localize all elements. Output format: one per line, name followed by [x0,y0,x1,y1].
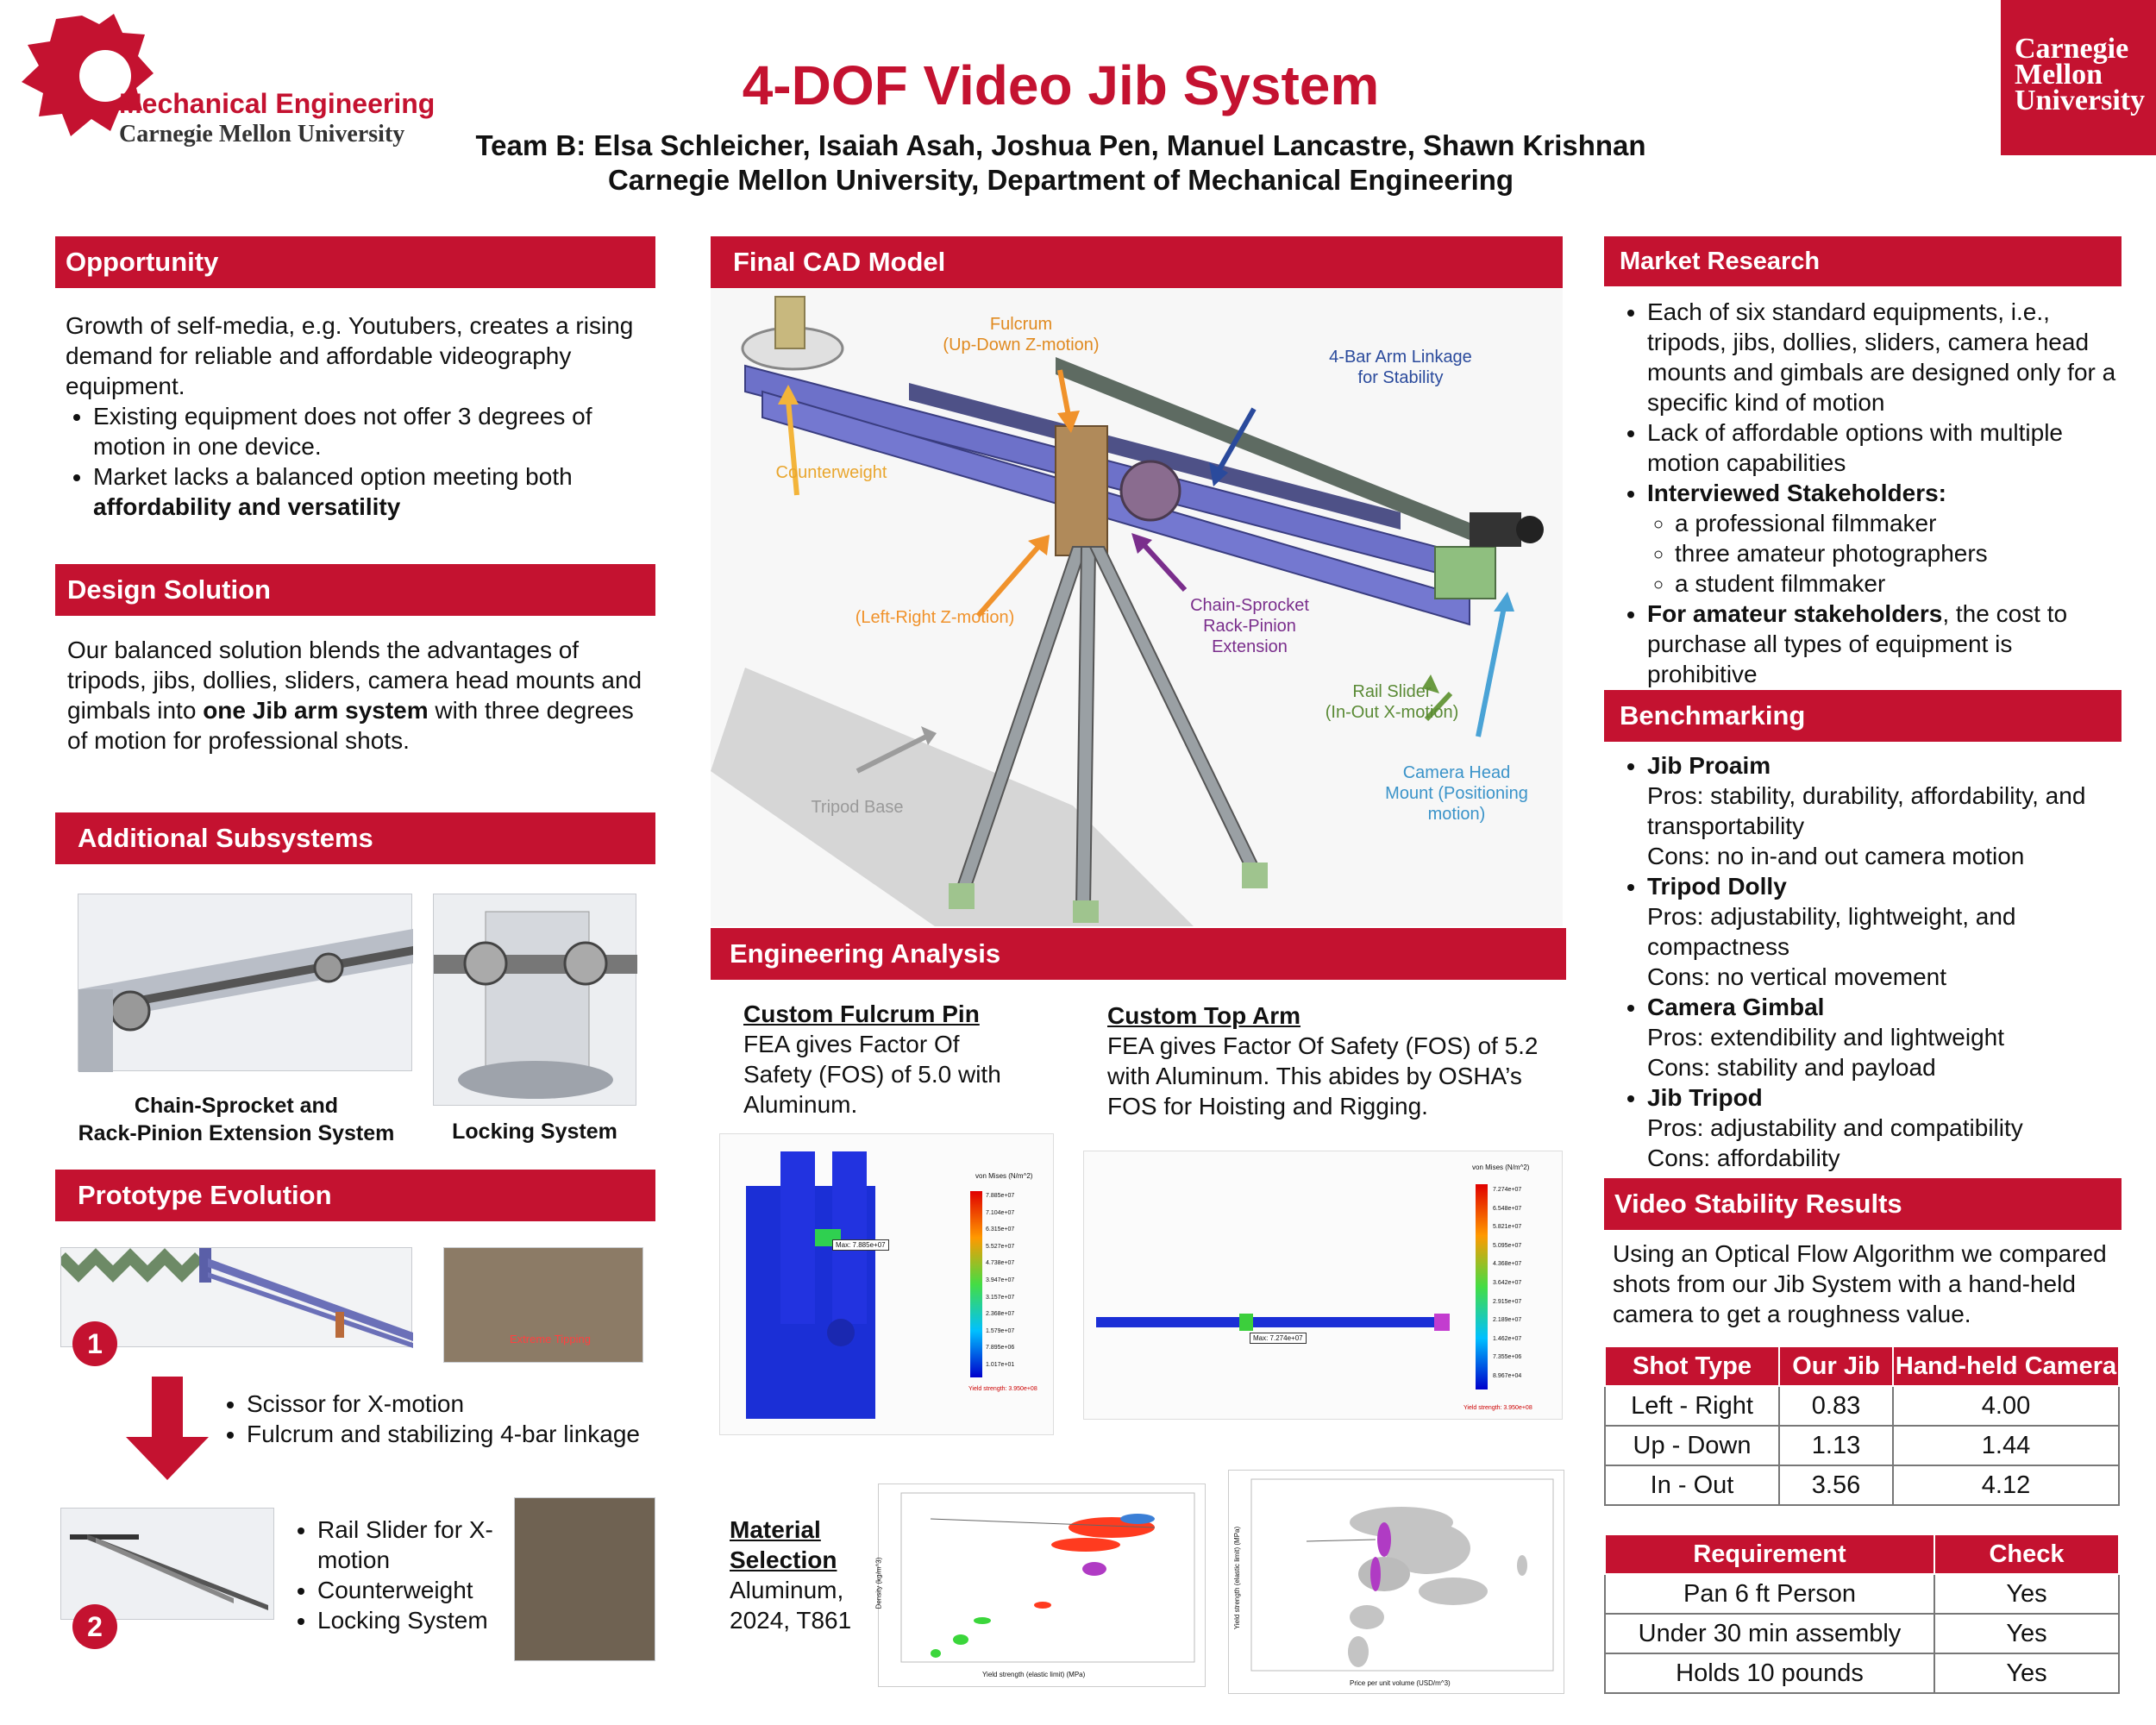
benchmark-item-2: • Tripod Dolly Pros: adjustability, lightweight, and compactness Cons: no vertical movement [1647,871,2120,992]
step-2-badge: 2 [72,1604,117,1649]
stakeholder-2: ◦ three amateur photographers [1675,538,2120,568]
ashby1-ylabel: Density (kg/m^3) [874,1557,883,1609]
prototype-2-cad-image [60,1508,274,1620]
analysis-heading: Engineering Analysis [711,928,1566,980]
logo-left-line2: Carnegie Mellon University [119,121,405,147]
fulcrum-pin-title: Custom Fulcrum Pin [743,1000,980,1027]
market-bullet-4: • For amateur stakeholders, the cost to purchase all types of equipment is prohibitive [1647,599,2120,689]
fea1-legend: 7.885e+07 7.104e+07 6.315e+07 5.527e+07 4.738e+07 3.947e+07 3.157e+07 2.368e+07 1.579e+07 7.895e+06 1.017e+01 [986,1193,1015,1368]
fea1-legend-title: von Mises (N/m^2) [975,1172,1033,1180]
locking-system-image [433,894,636,1106]
design-heading: Design Solution [55,564,655,616]
left-right-label: (Left-Right Z-motion) [855,608,1015,627]
stakeholder-3: ◦ a student filmmaker [1675,568,2120,599]
tripod-base-label: Tripod Base [811,798,904,817]
opportunity-intro: Growth of self-media, e.g. Youtubers, creates a rising demand for reliable and affordable videography equipment. [66,312,634,399]
prototype-1-bullet-1: • Scissor for X-motion [247,1389,659,1419]
me-logo [9,9,436,147]
extreme-tipping-label: Extreme Tipping [510,1333,591,1346]
benchmark-text [1620,750,2120,1173]
stability-header-jib: Our Jib [1779,1346,1893,1386]
check-header: Check [1934,1534,2119,1574]
wordmark-line2: Mellon [2015,59,2103,91]
wordmark-line3: University [2015,85,2146,116]
table-row: In - Out 3.56 4.12 [1605,1465,2119,1505]
fea2-legend: 7.274e+07 6.548e+07 5.821e+07 5.095e+07 4.368e+07 3.642e+07 2.915e+07 2.189e+07 1.462e+07 7.355e+06 8.967e+04 [1493,1187,1522,1379]
subsystem-caption-1: Chain-Sprocket and Rack-Pinion Extension System [78,1094,395,1145]
requirements-table [1604,1534,2120,1694]
page-title: 4-DOF Video Jib System [742,54,1380,116]
top-arm-body: FEA gives Factor Of Safety (FOS) of 5.2 with Aluminum. This abides by OSHA’s FOS for Hoisting and Rigging. [1107,1032,1539,1120]
ashby1-xlabel: Yield strength (elastic limit) (MPa) [982,1671,1086,1678]
material-title-2: Selection [730,1546,837,1573]
fea2-max-label: Max: 7.274e+07 [1250,1333,1307,1344]
subsystems-heading: Additional Subsystems [55,812,655,864]
logo-left-line1: Mechanical Engineering [119,88,436,119]
stability-heading: Video Stability Results [1604,1178,2122,1230]
prototype-2-bullet-1: • Rail Slider for X-motion [317,1515,497,1575]
table-row: Under 30 min assembly Yes [1605,1614,2119,1653]
opportunity-bullet-2: • Market lacks a balanced option meeting both affordability and versatility [93,461,652,522]
table-row: Up - Down 1.13 1.44 [1605,1426,2119,1465]
fea1-max-label: Max: 7.885e+07 [832,1239,889,1251]
prototype-2-bullet-3: • Locking System [317,1605,497,1635]
top-arm-title: Custom Top Arm [1107,1002,1300,1029]
prototype-1-bullet-2: • Fulcrum and stabilizing 4-bar linkage [247,1419,659,1449]
fulcrum-label: Fulcrum (Up-Down Z-motion) [943,315,1100,354]
prototype-2-bullets [290,1515,497,1635]
market-bullet-2: • Lack of affordable options with multiple motion capabilities [1647,417,2120,478]
fulcrum-pin-body: FEA gives Factor Of Safety (FOS) of 5.0 with Aluminum. [743,1031,1001,1118]
material-selection-text [730,1515,868,1635]
cad-model-image [711,288,1563,926]
cad-heading: Final CAD Model [711,236,1563,288]
market-bullet-1: • Each of six standard equipments, i.e., tripods, jibs, dollies, sliders, camera head mounts and gimbals are designed only for a specific kind of motion [1647,297,2120,417]
table-row: Left - Right 0.83 4.00 [1605,1386,2119,1426]
team-line: Team B: Elsa Schleicher, Isaiah Asah, Joshua Pen, Manuel Lancastre, Shawn Krishnan [475,129,1646,161]
camera-head-label: Camera Head Mount (Positioning motion) [1385,763,1528,824]
ashby2-xlabel: Price per unit volume (USD/m^3) [1350,1679,1451,1687]
stakeholder-1: ◦ a professional filmmaker [1675,508,2120,538]
prototype-heading: Prototype Evolution [55,1170,655,1221]
cmu-wordmark [2001,0,2156,155]
table-row: Holds 10 pounds Yes [1605,1653,2119,1693]
material-title-1: Material [730,1516,821,1543]
fea2-yield: Yield strength: 3.950e+08 [1463,1405,1532,1411]
opportunity-heading: Opportunity [55,236,655,288]
down-arrow-icon [126,1377,209,1480]
prototype-2-photo [514,1497,655,1661]
table-row: Pan 6 ft Person Yes [1605,1574,2119,1614]
fea-top-arm [1083,1151,1563,1420]
stability-text: Using an Optical Flow Algorithm we compared shots from our Jib System with a hand-held camera to get a roughness value. [1613,1240,2107,1327]
material-body: Aluminum, 2024, T861 [730,1577,852,1634]
stability-header-shot: Shot Type [1605,1346,1779,1386]
step-1-badge: 1 [72,1321,117,1366]
four-bar-label: 4-Bar Arm Linkage for Stability [1329,348,1472,387]
opportunity-bullet-1: • Existing equipment does not offer 3 degrees of motion in one device. [93,401,652,461]
prototype-1-photo [443,1247,643,1363]
market-bullet-3: • Interviewed Stakeholders: ◦ a professional filmmaker ◦ three amateur photographers ◦ a student filmmaker [1647,478,2120,599]
ashby2-ylabel: Yield strength (elastic limit) (MPa) [1233,1526,1242,1630]
prototype-1-bullets [219,1389,659,1449]
benchmark-item-3: • Camera Gimbal Pros: extendibility and lightweight Cons: stability and payload [1647,992,2120,1082]
fea-fulcrum-pin [719,1133,1054,1435]
fea1-yield: Yield strength: 3.950e+08 [968,1386,1037,1392]
chain-sprocket-label: Chain-Sprocket Rack-Pinion Extension [1190,596,1309,656]
chain-sprocket-image [78,894,412,1071]
market-heading: Market Research [1604,236,2122,286]
top-arm-text [1107,1000,1556,1121]
subsystem-caption-2: Locking System [452,1120,617,1144]
benchmark-item-1: • Jib Proaim Pros: stability, durability, affordability, and transportability Cons: no in-and out camera motion [1647,750,2120,871]
rail-slider-label: Rail Slider (In-Out X-motion) [1325,682,1459,722]
fea2-legend-title: von Mises (N/m^2) [1472,1164,1530,1171]
counterweight-label: Counterweight [775,463,887,482]
market-text [1620,297,2120,689]
fulcrum-pin-text [743,999,1019,1120]
benchmark-item-4: • Jib Tripod Pros: adjustability and compatibility Cons: affordability [1647,1082,2120,1173]
stability-header-hand: Hand-held Camera [1893,1346,2119,1386]
ashby-chart-price [1228,1470,1564,1694]
requirement-header: Requirement [1605,1534,1934,1574]
design-text: Our balanced solution blends the advantages of tripods, jibs, dollies, sliders, camera head mounts and gimbals into one Jib arm system with three degrees of motion for professional shots. [67,637,642,754]
stability-table [1604,1346,2120,1506]
affiliation-line: Carnegie Mellon University, Department of Mechanical Engineering [607,164,1514,196]
prototype-2-bullet-2: • Counterweight [317,1575,497,1605]
benchmark-heading: Benchmarking [1604,690,2122,742]
ashby-chart-density [874,1484,1206,1687]
opportunity-text [66,310,652,522]
wordmark-line1: Carnegie [2015,33,2129,65]
